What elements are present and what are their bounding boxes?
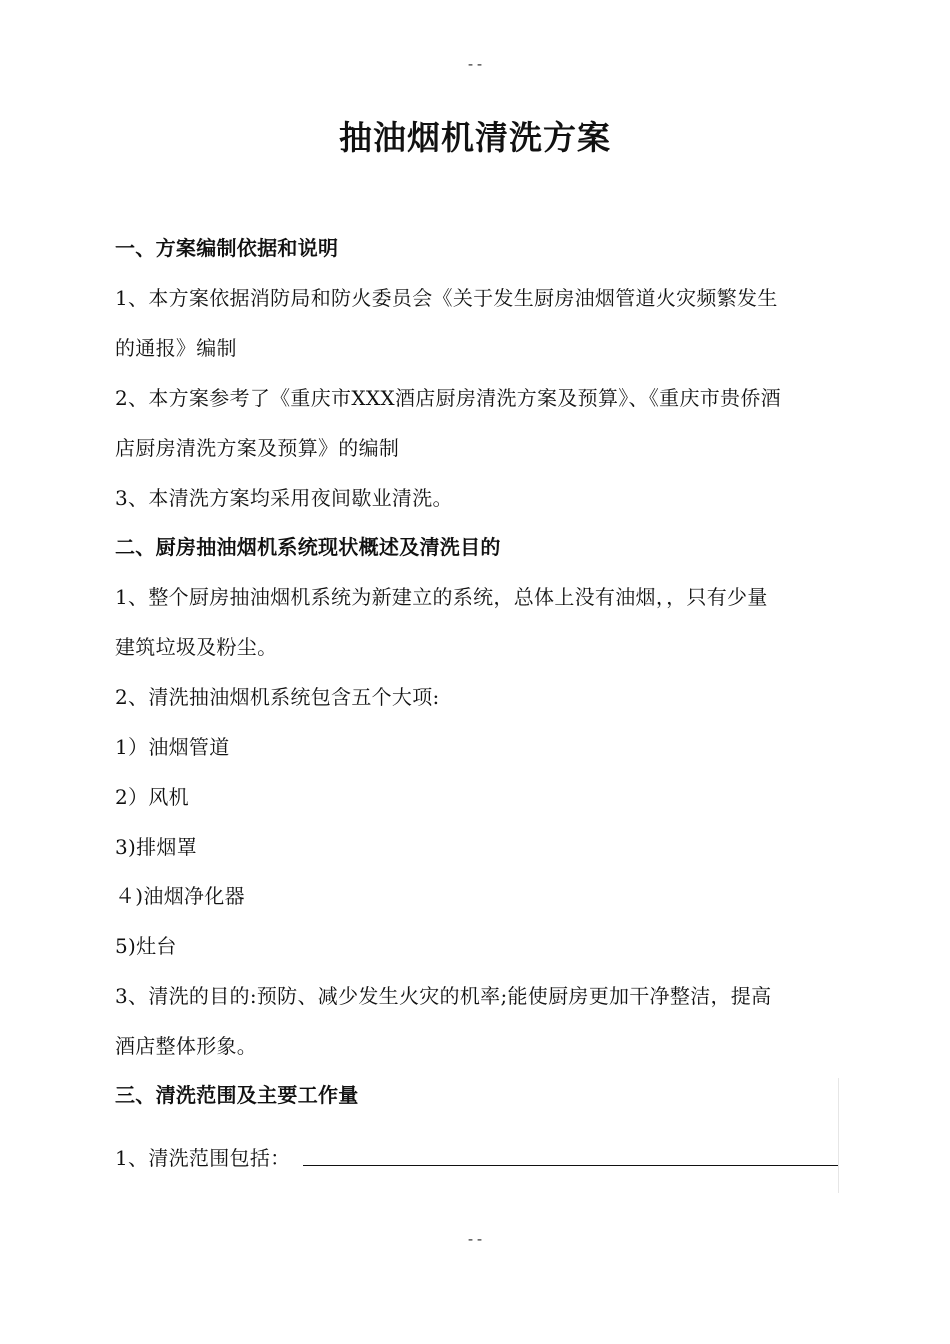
list-item: 5)灶台 xyxy=(115,934,177,958)
margin-rule xyxy=(838,1078,839,1193)
section-heading-2: 二、厨房抽油烟机系统现状概述及清洗目的 xyxy=(115,535,501,559)
list-item: 1）油烟管道 xyxy=(115,735,230,759)
section-heading-3: 三、清洗范围及主要工作量 xyxy=(115,1083,359,1107)
paragraph-line: 建筑垃圾及粉尘。 xyxy=(115,635,278,659)
paragraph-line: 1、清洗范围包括： xyxy=(115,1146,291,1170)
document-title: 抽油烟机清洗方案 xyxy=(339,118,611,157)
page-footer-mark: -- xyxy=(465,1230,485,1248)
paragraph-line: 2、本方案参考了《重庆市XXX酒店厨房清洗方案及预算》、《重庆市贵侨酒 xyxy=(115,386,781,410)
paragraph-line: 酒店整体形象。 xyxy=(115,1034,258,1058)
list-item: ４)油烟净化器 xyxy=(115,884,245,908)
paragraph-line: 3、清洗的目的:预防、减少发生火灾的机率;能使厨房更加干净整洁，提高 xyxy=(115,984,772,1008)
list-item: 3)排烟罩 xyxy=(115,835,198,859)
paragraph-line: 店厨房清洗方案及预算》的编制 xyxy=(115,436,400,460)
paragraph-line: 3、本清洗方案均采用夜间歇业清洗。 xyxy=(115,486,453,510)
paragraph-line: 1、整个厨房抽油烟机系统为新建立的系统，总体上没有油烟，，只有少量 xyxy=(115,585,768,609)
fill-in-underline xyxy=(303,1165,838,1166)
page-header-mark: -- xyxy=(465,55,485,73)
list-item: 2）风机 xyxy=(115,785,189,809)
paragraph-line: 的通报》编制 xyxy=(115,336,237,360)
paragraph-line: 2、清洗抽油烟机系统包含五个大项: xyxy=(115,685,440,709)
section-heading-1: 一、方案编制依据和说明 xyxy=(115,236,339,260)
paragraph-line: 1、本方案依据消防局和防火委员会《关于发生厨房油烟管道火灾频繁发生 xyxy=(115,286,778,310)
